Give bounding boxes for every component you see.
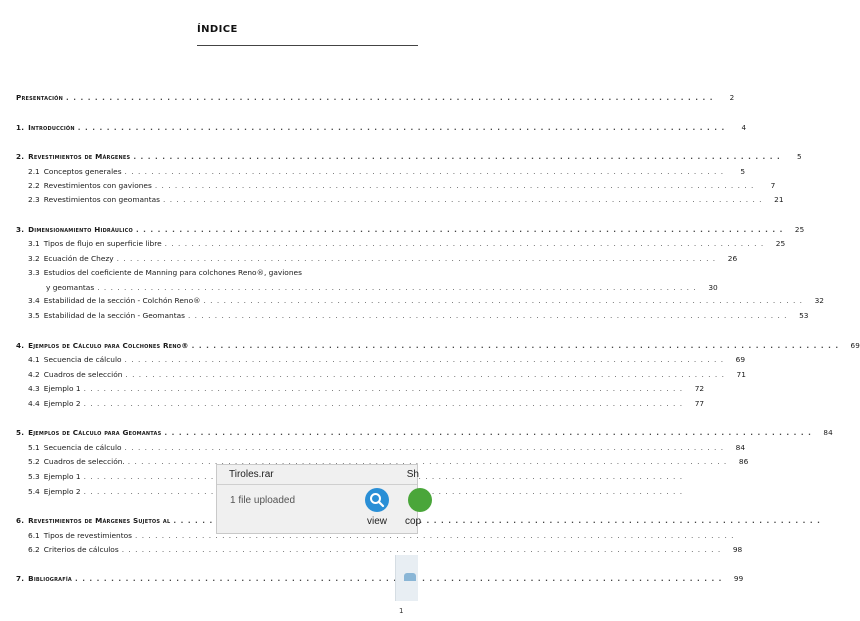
- toc-section-row[interactable]: [28, 443, 746, 452]
- toc-page-number: 2: [729, 93, 735, 102]
- toc-entry-number: 5.3: [28, 472, 40, 481]
- toc-entry-label: Criterios de cálculos: [43, 545, 119, 554]
- toc-entry-label: Introducción: [28, 123, 75, 132]
- toc-chapter-row[interactable]: [16, 225, 805, 234]
- toc-page-number: 4: [741, 123, 747, 132]
- toc-entry-number: 1.: [16, 123, 25, 132]
- toc-entry-number: 2.3: [28, 195, 40, 204]
- toc-leader-dots: [133, 152, 780, 161]
- toc-entry-label: Ejemplo 1: [43, 384, 81, 393]
- toc-entry-number: 2.: [16, 152, 25, 161]
- toc-chapter-row[interactable]: [16, 428, 833, 437]
- toc-section-row[interactable]: [28, 545, 743, 554]
- toc-entry-number: 3.2: [28, 254, 40, 263]
- toc-leader-dots: [125, 443, 725, 452]
- toc-page-number: 25: [775, 239, 786, 248]
- toc-leader-dots: [125, 355, 725, 364]
- toc-entry-label: Estabilidad de la sección - Geomantas: [43, 311, 185, 320]
- toc-entry-number: 5.2: [28, 457, 40, 466]
- copy-icon: [408, 488, 432, 512]
- toc-page-number: 99: [733, 574, 744, 583]
- toc-entry-number: 3.1: [28, 239, 40, 248]
- toc-entry-label: Secuencia de cálculo: [43, 355, 122, 364]
- toc-entry-label: Presentación: [16, 93, 63, 102]
- toc-entry-number: 2.2: [28, 181, 40, 190]
- toc-leader-dots: [155, 181, 755, 190]
- magnifier-icon: [365, 488, 389, 512]
- toc-entry-number: 6.: [16, 516, 25, 525]
- toc-page-number: 5: [740, 167, 746, 176]
- toc-section-row[interactable]: [46, 283, 718, 292]
- toc-leader-dots: [188, 311, 788, 320]
- toc-entry-label: Revestimientos de Márgenes Sujetos al: [28, 516, 171, 525]
- toc-entry-label: Ecuación de Chezy: [43, 254, 114, 263]
- toc-entry-label: y geomantas: [46, 283, 95, 292]
- toc-page-number: 25: [794, 225, 805, 234]
- page-number: 1: [399, 607, 404, 615]
- page-title: ÍNDICE: [197, 24, 238, 35]
- toc-chapter-row[interactable]: [16, 123, 747, 132]
- toc-leader-dots: [164, 428, 811, 437]
- toc-entry-label: Cuadros de selección: [43, 370, 123, 379]
- toc-entry-label: Tipos de flujo en superficie libre: [43, 239, 162, 248]
- share-tab-label[interactable]: Sh: [406, 469, 419, 480]
- toc-leader-dots: [117, 254, 717, 263]
- toc-leader-dots: [122, 545, 722, 554]
- toc-entry-number: 5.: [16, 428, 25, 437]
- toc-entry-number: 4.3: [28, 384, 40, 393]
- toc-entry-number: 2.1: [28, 167, 40, 176]
- toc-entry-label: Revestimientos con gaviones: [43, 181, 152, 190]
- toc-page-number: 5: [796, 152, 802, 161]
- toc-page-number: 72: [694, 384, 705, 393]
- toc-page-number: 30: [708, 283, 718, 292]
- toc-entry-label: Ejemplo 1: [43, 472, 81, 481]
- toc-entry-number: 4.4: [28, 399, 40, 408]
- toc-entry-label: Ejemplo 2: [43, 487, 81, 496]
- toc-section-row[interactable]: [28, 254, 738, 263]
- toc-page-number: 69: [850, 341, 860, 350]
- toc-page-number: 21: [774, 195, 784, 204]
- toc-leader-dots: [66, 93, 713, 102]
- toc-entry-label: Estudios del coeficiente de Manning para colchones Reno®, gaviones: [43, 268, 302, 277]
- toc-chapter-row[interactable]: [16, 341, 860, 350]
- toc-entry-label: Ejemplos de Cálculo para Geomantas: [28, 428, 162, 437]
- toc-section-row[interactable]: [28, 370, 746, 379]
- toc-page-number: 7: [770, 181, 776, 190]
- toc-entry-number: 3.5: [28, 311, 40, 320]
- toc-leader-dots: [203, 296, 803, 305]
- toc-section-row[interactable]: [28, 311, 809, 320]
- side-thumbnail[interactable]: [395, 555, 418, 601]
- toc-entry-number: 4.: [16, 341, 25, 350]
- toc-page-number: 84: [823, 428, 833, 437]
- toc-leader-dots: [192, 341, 839, 350]
- toc-section-row[interactable]: [28, 268, 376, 277]
- copy-button-label: cop: [405, 516, 422, 527]
- toc-section-row[interactable]: [28, 355, 746, 364]
- toc-page-number: 53: [799, 311, 809, 320]
- toc-page-number: 69: [735, 355, 746, 364]
- upload-status: 1 file uploaded: [230, 495, 296, 506]
- toc-chapter-row[interactable]: [16, 152, 802, 161]
- toc-section-row[interactable]: [28, 384, 705, 393]
- toc-entry-label: Ejemplo 2: [43, 399, 81, 408]
- toc-section-row[interactable]: [28, 399, 705, 408]
- toc-entry-label: Estabilidad de la sección - Colchón Reno®: [43, 296, 201, 305]
- toc-entry-number: 3.3: [28, 268, 40, 277]
- view-button-label: view: [366, 516, 387, 527]
- toc-leader-dots: [125, 167, 725, 176]
- toc-entry-number: 4.1: [28, 355, 40, 364]
- toc-entry-number: 3.4: [28, 296, 40, 305]
- toc-entry-label: Dimensionamiento Hidráulico: [28, 225, 133, 234]
- toc-entry-number: 6.1: [28, 531, 40, 540]
- toc-leader-dots: [84, 399, 684, 408]
- toc-entry-number: 7.: [16, 574, 25, 583]
- upload-popup: [216, 464, 422, 534]
- toc-entry-label: Secuencia de cálculo: [43, 443, 122, 452]
- copy-button[interactable]: [405, 488, 435, 533]
- toc-page-number: 77: [694, 399, 705, 408]
- toc-entry-label: Cuadros de selección.: [43, 457, 125, 466]
- toc-section-row[interactable]: [28, 195, 784, 204]
- toc-section-row[interactable]: [28, 181, 776, 190]
- thumbnail-image-icon: [404, 573, 416, 581]
- toc-entry-label: Revestimientos con geomantas: [43, 195, 161, 204]
- toc-leader-dots: [163, 195, 763, 204]
- toc-chapter-row[interactable]: [16, 93, 735, 102]
- toc-page-number: 86: [738, 457, 749, 466]
- toc-chapter-row[interactable]: [16, 574, 744, 583]
- upload-popup-header: [217, 465, 417, 485]
- toc-leader-dots: [78, 123, 725, 132]
- toc-leader-dots: [165, 239, 765, 248]
- toc-entry-number: 5.1: [28, 443, 40, 452]
- toc-section-row[interactable]: [28, 167, 746, 176]
- toc-entry-label: Tipos de revestimientos: [43, 531, 133, 540]
- toc-page-number: 84: [735, 443, 746, 452]
- toc-leader-dots: [97, 283, 697, 292]
- toc-entry-number: 6.2: [28, 545, 40, 554]
- toc-page-number: 98: [732, 545, 743, 554]
- toc-entry-number: 4.2: [28, 370, 40, 379]
- uploaded-filename[interactable]: Tiroles.rar: [229, 469, 274, 480]
- toc-page-number: 71: [736, 370, 746, 379]
- toc-entry-number: 3.: [16, 225, 25, 234]
- toc-leader-dots: [125, 370, 725, 379]
- toc-entry-label: Conceptos generales: [43, 167, 122, 176]
- toc-entry-number: 5.4: [28, 487, 40, 496]
- toc-page-number: 26: [727, 254, 738, 263]
- toc-entry-label: Bibliografía: [28, 574, 72, 583]
- toc-section-row[interactable]: [28, 296, 825, 305]
- toc-entry-label: Ejemplos de Cálculo para Colchones Reno®: [28, 341, 189, 350]
- toc-page-number: 32: [814, 296, 825, 305]
- toc-entry-label: Revestimientos de Márgenes: [28, 152, 131, 161]
- toc-section-row[interactable]: [28, 239, 786, 248]
- view-button[interactable]: [362, 488, 392, 533]
- toc-leader-dots: [84, 384, 684, 393]
- toc-leader-dots: [136, 225, 783, 234]
